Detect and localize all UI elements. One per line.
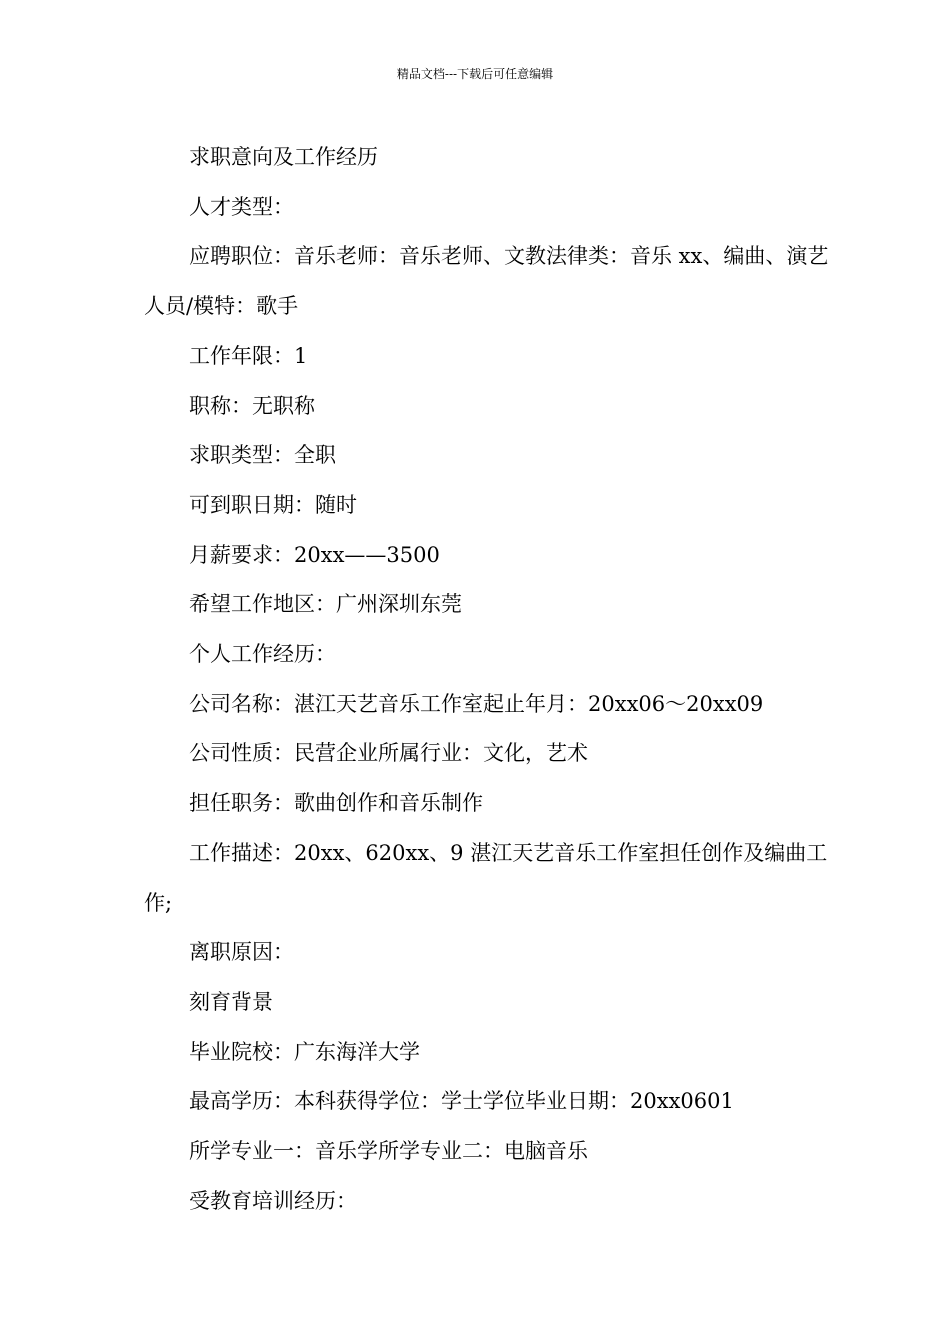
talent-type: 人才类型： — [189, 194, 294, 219]
preferred-region: 希望工作地区：广州深圳东莞 — [189, 592, 462, 617]
job-type: 求职类型：全职 — [189, 443, 336, 468]
company-name: 公司名称：湛江天艺音乐工作室起止年月：20xx06～20xx09 — [189, 691, 764, 716]
section-title-job-intention: 求职意向及工作经历 — [189, 145, 378, 169]
company-nature: 公司性质：民营企业所属行业：文化，艺术 — [189, 741, 588, 766]
section-title-education: 刻育背景 — [189, 989, 273, 1014]
document-body — [144, 133, 834, 1226]
available-date: 可到职日期：随时 — [189, 492, 357, 517]
job-title: 职称：无职称 — [189, 393, 315, 418]
section-title-training: 受教育培训经历： — [189, 1188, 357, 1213]
highest-education: 最高学历：本科获得学位：学士学位毕业日期：20xx0601 — [189, 1089, 734, 1114]
majors: 所学专业一：音乐学所学专业二：电脑音乐 — [189, 1139, 588, 1164]
graduated-school: 毕业院校：广东海洋大学 — [189, 1039, 420, 1064]
work-description: 工作描述：20xx、620xx、9 湛江天艺音乐工作室担任创作及编曲工作; — [144, 840, 828, 915]
section-title-work-history: 个人工作经历： — [189, 642, 336, 667]
page-header: 精品文档---下载后可任意编辑 — [396, 67, 554, 81]
salary-requirement: 月薪要求：20xx——3500 — [189, 542, 440, 567]
work-years: 工作年限：1 — [189, 343, 308, 368]
applied-position: 应聘职位：音乐老师：音乐老师、文教法律类：音乐 xx、编曲、演艺人员/模特：歌手 — [144, 244, 829, 319]
position-held: 担任职务：歌曲创作和音乐制作 — [189, 791, 483, 816]
leaving-reason: 离职原因： — [189, 940, 294, 965]
